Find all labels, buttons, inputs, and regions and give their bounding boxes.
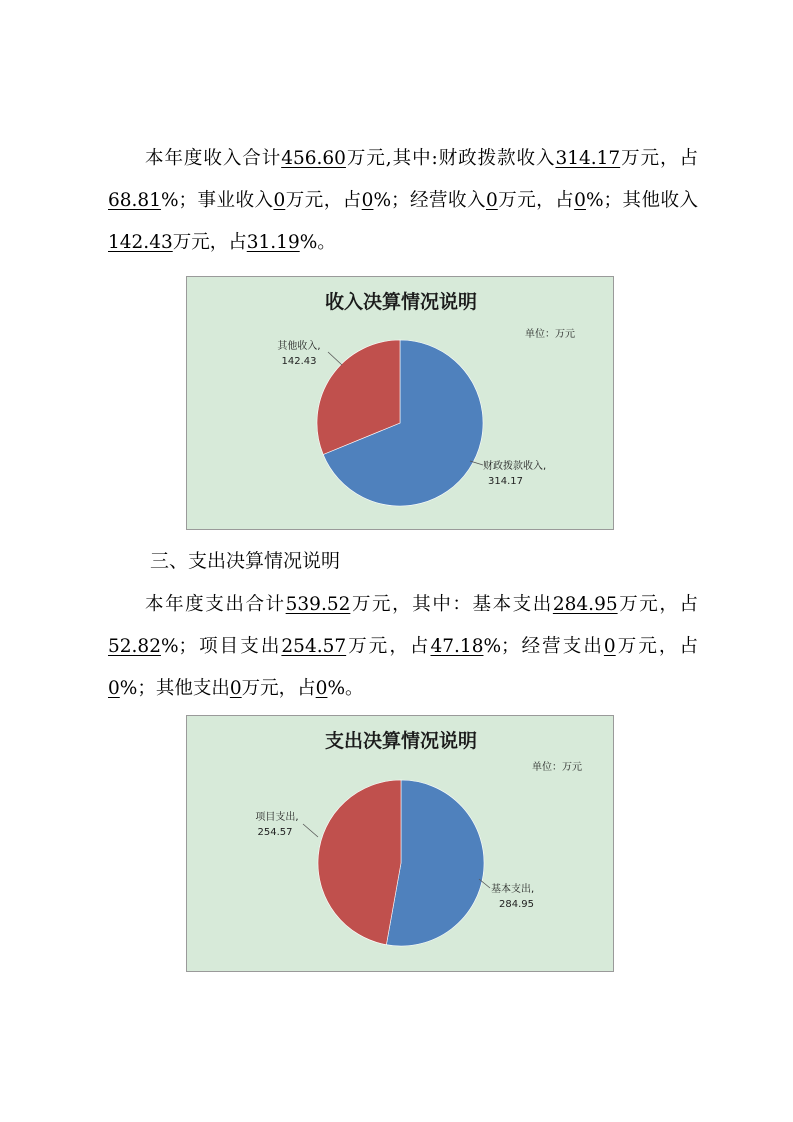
expense-pie-svg bbox=[187, 716, 615, 973]
slice-label: 基本支出, bbox=[491, 884, 535, 895]
fiscal-income: 314.17 bbox=[555, 148, 621, 169]
expense-text: %；项目支出 bbox=[160, 636, 282, 657]
basic-expense-pct: 52.82 bbox=[108, 636, 161, 657]
slice-value-label: 254.57 bbox=[257, 827, 293, 838]
basic-expense: 284.95 bbox=[552, 594, 618, 615]
slice-label: 项目支出, bbox=[255, 812, 299, 823]
other-income: 142.43 bbox=[108, 232, 173, 253]
leader-line bbox=[328, 352, 342, 365]
income-paragraph bbox=[108, 138, 698, 264]
expense-text: 万元，占 bbox=[241, 678, 316, 699]
income-text: %；其他收入 bbox=[585, 190, 698, 211]
expense-chart bbox=[186, 715, 614, 972]
fiscal-income-pct: 68.81 bbox=[108, 190, 161, 211]
chart-title: 支出决算情况说明 bbox=[324, 730, 478, 752]
slice-value-label: 284.95 bbox=[499, 899, 534, 910]
project-expense-pct: 47.18 bbox=[430, 636, 484, 657]
expense-text: %。 bbox=[327, 678, 364, 699]
business-income: 0 bbox=[273, 190, 286, 211]
project-expense: 254.57 bbox=[281, 636, 347, 657]
income-text: 万元，占 bbox=[285, 190, 362, 211]
income-total: 456.60 bbox=[281, 148, 346, 169]
expense-total: 539.52 bbox=[285, 594, 351, 615]
operating-expense-pct: 0 bbox=[108, 678, 120, 699]
expense-text: 万元，占 bbox=[346, 636, 431, 657]
income-text: %；事业收入 bbox=[160, 190, 274, 211]
expense-paragraph bbox=[108, 584, 698, 710]
operating-income: 0 bbox=[485, 190, 498, 211]
income-text: 万元,其中:财政拨款收入 bbox=[345, 148, 556, 169]
expense-text: 万元，占 bbox=[615, 636, 698, 657]
income-text: 万元，占 bbox=[172, 232, 247, 253]
expense-text: 万元，其中：基本支出 bbox=[350, 594, 553, 615]
chart-title: 收入决算情况说明 bbox=[324, 291, 478, 313]
expense-text: 万元，占 bbox=[617, 594, 698, 615]
other-expense: 0 bbox=[229, 678, 242, 699]
pie-slices bbox=[318, 780, 484, 946]
expense-text: %；其他支出 bbox=[119, 678, 230, 699]
unit-label: 单位：万元 bbox=[525, 329, 575, 340]
income-text: 万元，占 bbox=[620, 148, 698, 169]
slice-label: 其他收入, bbox=[277, 341, 321, 352]
other-expense-pct: 0 bbox=[315, 678, 328, 699]
expense-text: %；经营支出 bbox=[483, 636, 604, 657]
operating-income-pct: 0 bbox=[574, 190, 586, 211]
income-text: 本年度收入合计 bbox=[145, 148, 282, 169]
expense-text: 本年度支出合计 bbox=[145, 594, 286, 615]
income-chart bbox=[186, 276, 614, 530]
income-text: %；经营收入 bbox=[373, 190, 486, 211]
operating-expense: 0 bbox=[603, 636, 616, 657]
income-pie-svg bbox=[187, 277, 615, 531]
income-text: 万元，占 bbox=[497, 190, 575, 211]
income-text: %。 bbox=[299, 232, 336, 253]
business-income-pct: 0 bbox=[361, 190, 374, 211]
other-income-pct: 31.19 bbox=[246, 232, 300, 253]
leader-line bbox=[303, 824, 318, 837]
slice-value-label: 314.17 bbox=[488, 476, 523, 487]
unit-label: 单位：万元 bbox=[532, 762, 582, 773]
section-heading: 三、支出决算情况说明 bbox=[150, 550, 341, 572]
slice-label: 财政拨款收入, bbox=[483, 461, 547, 472]
pie-slice bbox=[318, 780, 401, 945]
slice-value-label: 142.43 bbox=[281, 356, 317, 367]
